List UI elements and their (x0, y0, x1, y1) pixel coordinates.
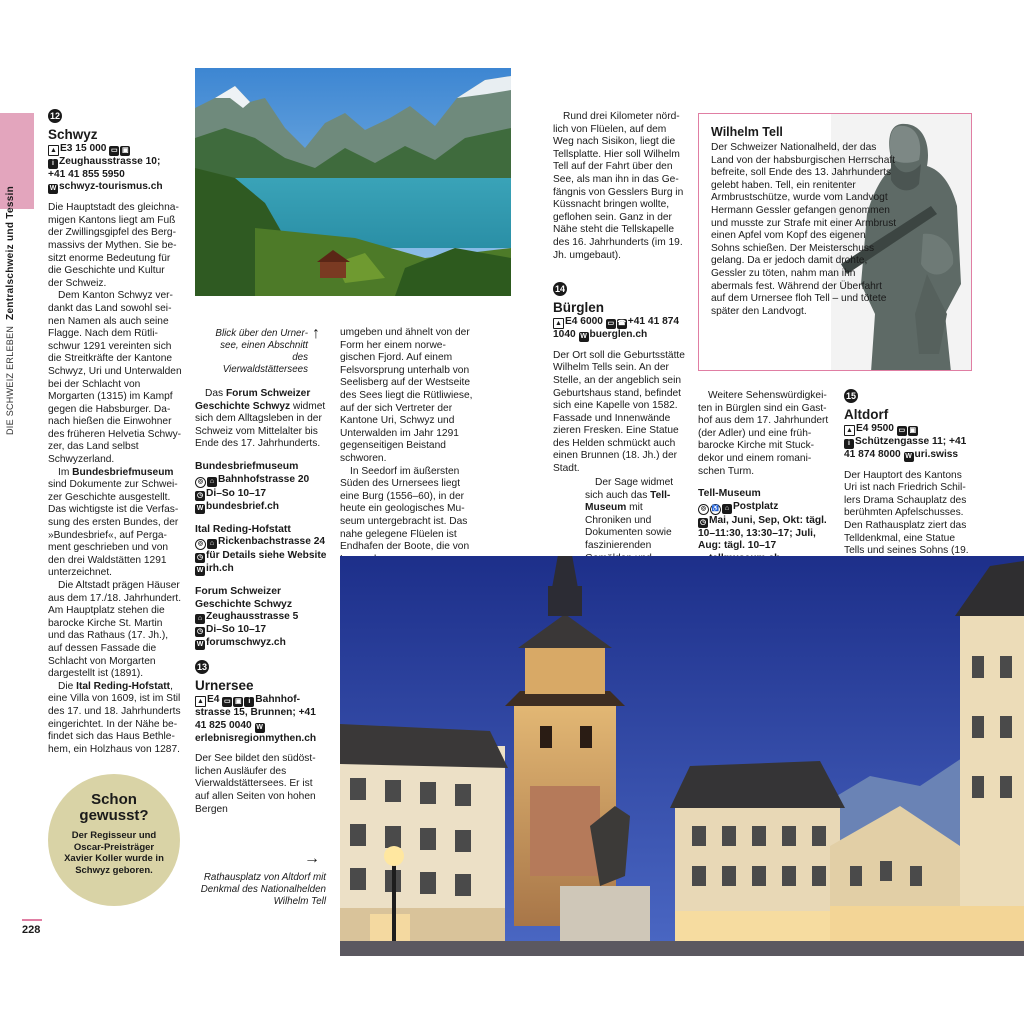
web-icon: W (196, 567, 204, 575)
map-icon: ▲ (844, 425, 855, 436)
photo-altdorf (340, 556, 1024, 956)
paragraph: In Seedorf im äußersten Süden des Urnersees liegt eine Burg (1556–60), in der heute ein geologisches Museum untergebracht ist. Das nahe gelegene Flüelen ist Endhafen der Boote, die von (340, 465, 470, 553)
column-schwyz (48, 109, 182, 756)
train-icon: ▭ (898, 426, 906, 434)
schwyz-website-link[interactable]: schwyz-tourismus.ch (59, 181, 163, 193)
paragraph: Der Sage widmet sich auch das Tell-Museum mit Chroniken und Dokumenten sowie faszinierenden (585, 477, 674, 551)
web-icon: W (256, 723, 263, 731)
paragraph: Rund drei Kilometer nördlich von Flüelen, auf dem Weg nach Sisikon, liegt die Tellsplatte. Hier soll Wilhelm Tell auf der Fahrt über den See, als man ihn in das Gefängnis von Gesslers Burg in Küssnacht bringen wollte, geflohen sein. Ganz in der Nähe steht die Tellskapelle des 16. Jahrhunderts (im 19. Jh. umgebaut). (553, 111, 684, 261)
accessibility-icon: ♿ (710, 504, 721, 515)
web-icon: W (905, 452, 912, 460)
box-title: Wilhelm Tell (711, 125, 783, 139)
caption-urnersee: Blick über den Urnersee, einen Abschnitt des Vierwaldstättersees (215, 328, 308, 375)
paragraph: umgeben und ähnelt von der Form her einem norwegischen Fjord. Auf einem Felsvorsprung unterhalb von Seelisberg auf der Westseite des Sees liegt die Rütliwiese, auf der sich Vertreter der Kantone Uri, Schwyz und Unterwalden im Jahr 1291 gegenseitigen Beistand schworen. (340, 327, 473, 464)
museum-info: ◎ ♿ ⌂ Postplatz ◷ Mai, Juni, Sep, Okt: tägl. 10–11:30, 13:30–17; Juli, Aug: tägl. 10–17 (698, 501, 832, 566)
forumschwyz-link[interactable]: forumschwyz.ch (206, 637, 286, 649)
clock-icon: ◷ (196, 554, 204, 562)
altdorf-square-image (340, 556, 1024, 956)
paragraph: Dem Kanton Schwyz verdankt das Land sowohl seinen Namen als auch seine Flagge. Nach dem Rütlischwur 1291 vereinten sich die Streitkräfte der Kantone Schwyz, Uri und Unterwalden bei der Schlacht von Morgarten (1315) im Kampf gegen die Habsburger. Danach hießen die Einwohner des früheren Helvetia Schwyzer, das Land selbst Schwyzerland. (48, 290, 182, 466)
info-icon: i (244, 697, 254, 707)
address-icon: ⌂ (207, 539, 217, 549)
entry-number: 13 (196, 662, 207, 673)
address-icon: ⌂ (207, 477, 217, 487)
side-tab-prefix: DIE SCHWEIZ ERLEBEN (5, 325, 15, 435)
column-forum (195, 388, 329, 816)
entry-info: ▲ E4 ▭ ▣ i Bahnhofstrasse 15, Brunnen; +41 41 825 0040 Werlebnisregionmythen.ch (195, 693, 317, 744)
bus-icon: ▣ (234, 697, 242, 705)
phone-icon: ☎ (617, 319, 627, 327)
info-icon: i (844, 439, 854, 449)
train-icon: ▭ (223, 697, 231, 705)
paragraph: Das Forum Schweizer Geschichte Schwyz widmet sich dem Alltagsleben in der Schweiz vom Mittelalter bis Ende des 17. Jahrhunderts. (195, 388, 326, 450)
map-icon: ▲ (553, 318, 564, 329)
web-icon: W (580, 332, 587, 340)
web-icon: W (49, 185, 57, 193)
paragraph: Weitere Sehenswürdigkeiten in Bürglen sind ein Gasthof aus dem 17. Jahrhundert (der Adler) und eine frühbarocke Kirche mit Stuckdekor und einem romanischen Turm. (698, 390, 829, 477)
web-icon: W (196, 504, 204, 512)
paragraph: Der Ort soll die Geburtsstätte Wilhelm Tells sein. An der Stelle, an der angeblich sein Geburtshaus stand, befindet sich eine Kapelle von 1582. Fassade und Innenwände zieren Fresken. Eine Statue des Helden schmückt auch einen Brunnen (18. Jh.) der Stadt. (553, 349, 685, 475)
bundesbrief-link[interactable]: bundesbrief.ch (206, 500, 280, 512)
did-you-know-callout (48, 774, 180, 906)
side-tab-label (5, 186, 16, 435)
museum-title: Forum Schweizer Geschichte Schwyz (195, 586, 293, 610)
entry-info: ▲ E4 6000 ▭ ☎ +41 41 874 1040 W buerglen.ch (553, 315, 680, 340)
museum-title: Bundesbriefmuseum (195, 460, 299, 472)
paragraph: Die Altstadt prägen Häuser aus dem 17./18. Jahrhundert. Am Hauptplatz stehen die barocke Kirche St. Martin und das Rathaus (17. Jh.), auf dessen Fassade die Schlacht von Morgarten dargestellt ist (1891). (48, 580, 182, 680)
entry-title: Urnersee (195, 677, 254, 693)
entry-title: Schwyz (48, 126, 98, 142)
paragraph: Der Hauptort des Kantons Uri ist nach Friedrich Schillers Drama Schauplatz des berühmten Apfelschusses. Den Rathausplatz ziert das Telldenkmal, eine Statue Tells und seines Sohns (19. (844, 469, 969, 557)
wilhelm-tell-box (698, 113, 972, 371)
map-icon: ▲ (195, 696, 206, 707)
page-number-rule (22, 919, 42, 921)
caption-altdorf: Rathausplatz von Altdorf mit Denkmal des Nationalhelden Wilhelm Tell (200, 872, 326, 907)
address-icon: ⌂ (195, 614, 205, 624)
entry-number: 14 (554, 284, 565, 295)
column-buerglen-cont (698, 390, 832, 566)
bus-icon: ▣ (121, 146, 129, 154)
column-tellsplatte (553, 111, 687, 476)
box-text: Der Schweizer Nationalheld, der das Land von der habsburgischen Herrschaft befreite, soll Ende des 13. Jahrhunderts gelebt haben. Tell, ein renitenter Armbrustschütze, wurde vom Landvogt Hermann Gessler gefangen genommen und musste zur Strafe mit einer Armbrust einen Apfel vom Kopf des eigenen Sohns schießen. Der Meisterschuss gelang. Da er jedoch damit drohte, Gessler zu töten, nahm man ihn abermals fest. Während der Überfahrt auf dem Urnersee floh Tell – und tötete später den Landvogt. (711, 142, 897, 317)
side-tab-region: Zentralschweiz und Tessin (5, 185, 16, 320)
entry-number: 12 (49, 111, 60, 121)
entry-number: 15 (845, 391, 856, 401)
camera-icon: ◎ (195, 539, 206, 550)
uri-link[interactable]: uri.swiss (914, 448, 959, 460)
clock-icon: ◷ (196, 491, 204, 499)
address-icon: ⌂ (722, 504, 732, 514)
callout-title: Schon gewusst? (79, 791, 149, 824)
entry-info: ▲ E3 15 000 ▭ ▣ i Zeughausstrasse 10; +41 41 855 5950 W schwyz-tourismus.ch (48, 142, 163, 193)
museum-info: ◎ ⌂ Rickenbachstrasse 24 ◷ für Details siehe Website W irh.ch (196, 536, 327, 575)
paragraph: Die Hauptstadt des gleichnamigen Kantons liegt am Fuß der Zwillingsgipfel des Bergmassivs der Mythen. Sie besitzt enorme Bedeutung für die Geschichte und Kultur der Schweiz. (48, 202, 179, 289)
entry-title: Bürglen (553, 299, 605, 315)
arrow-up-icon: ↑ (312, 325, 320, 342)
museum-info: ◎ ⌂ Bahnhofstrasse 20 ◷ Di–So 10–17 W bundesbrief.ch (196, 473, 310, 512)
map-icon: ▲ (48, 145, 59, 156)
web-icon: W (196, 641, 204, 649)
museum-info: ⌂ Zeughausstrasse 5 ◷ Di–So 10–17 W forumschwyz.ch (196, 611, 299, 649)
museum-title: Tell-Museum (698, 488, 761, 500)
entry-info: ▲ E4 9500 ▭ ▣ i Schützengasse 11; +41 41 874 8000 W uri.swiss (844, 422, 967, 460)
paragraph: Die Ital Reding-Hofstatt, eine Villa von 1609, ist im Stil des 17. und 18. Jahrhunderts eingerichtet. In der Nähe befindet sich das Haus Bethlehem, ein Holzhaus von 1287. (48, 680, 181, 755)
camera-icon: ◎ (195, 477, 206, 488)
page-number: 228 (22, 924, 41, 936)
museum-title: Ital Reding-Hofstatt (195, 523, 291, 535)
train-icon: ▭ (607, 319, 615, 327)
callout-text: Der Regisseur und Oscar-Preisträger Xavier Koller wurde in Schwyz geboren. (64, 830, 164, 876)
info-icon: i (48, 159, 58, 169)
clock-icon: ◷ (699, 518, 707, 526)
train-icon: ▭ (110, 146, 118, 154)
arrow-right-icon: → (304, 850, 320, 867)
erlebnisregion-link[interactable]: erlebnisregionmythen.ch (195, 732, 317, 744)
paragraph: Im Bundesbriefmuseum sind Dokumente zur Schweizer Geschichte ausgestellt. Das wichtigste ist die Verfassung des ersten Bundes, der »Bundesbrief«, auf Pergament geschrieben und von den drei Waldstätten 1291 unterzeichnet. (48, 466, 179, 579)
buerglen-link[interactable]: buerglen.ch (589, 328, 648, 340)
camera-icon: ◎ (698, 504, 709, 515)
lake-landscape-image (195, 68, 511, 296)
irh-link[interactable]: irh.ch (206, 563, 234, 575)
photo-urnersee (195, 68, 511, 296)
entry-title: Altdorf (844, 406, 889, 422)
bus-icon: ▣ (909, 426, 917, 434)
column-urnersee-cont (340, 327, 474, 566)
column-altdorf (844, 389, 974, 570)
paragraph: Der See bildet den südöstlichen Ausläufer des Vierwaldstättersees. Er ist auf allen Seiten von hohen Bergen (195, 753, 316, 815)
clock-icon: ◷ (196, 628, 204, 636)
